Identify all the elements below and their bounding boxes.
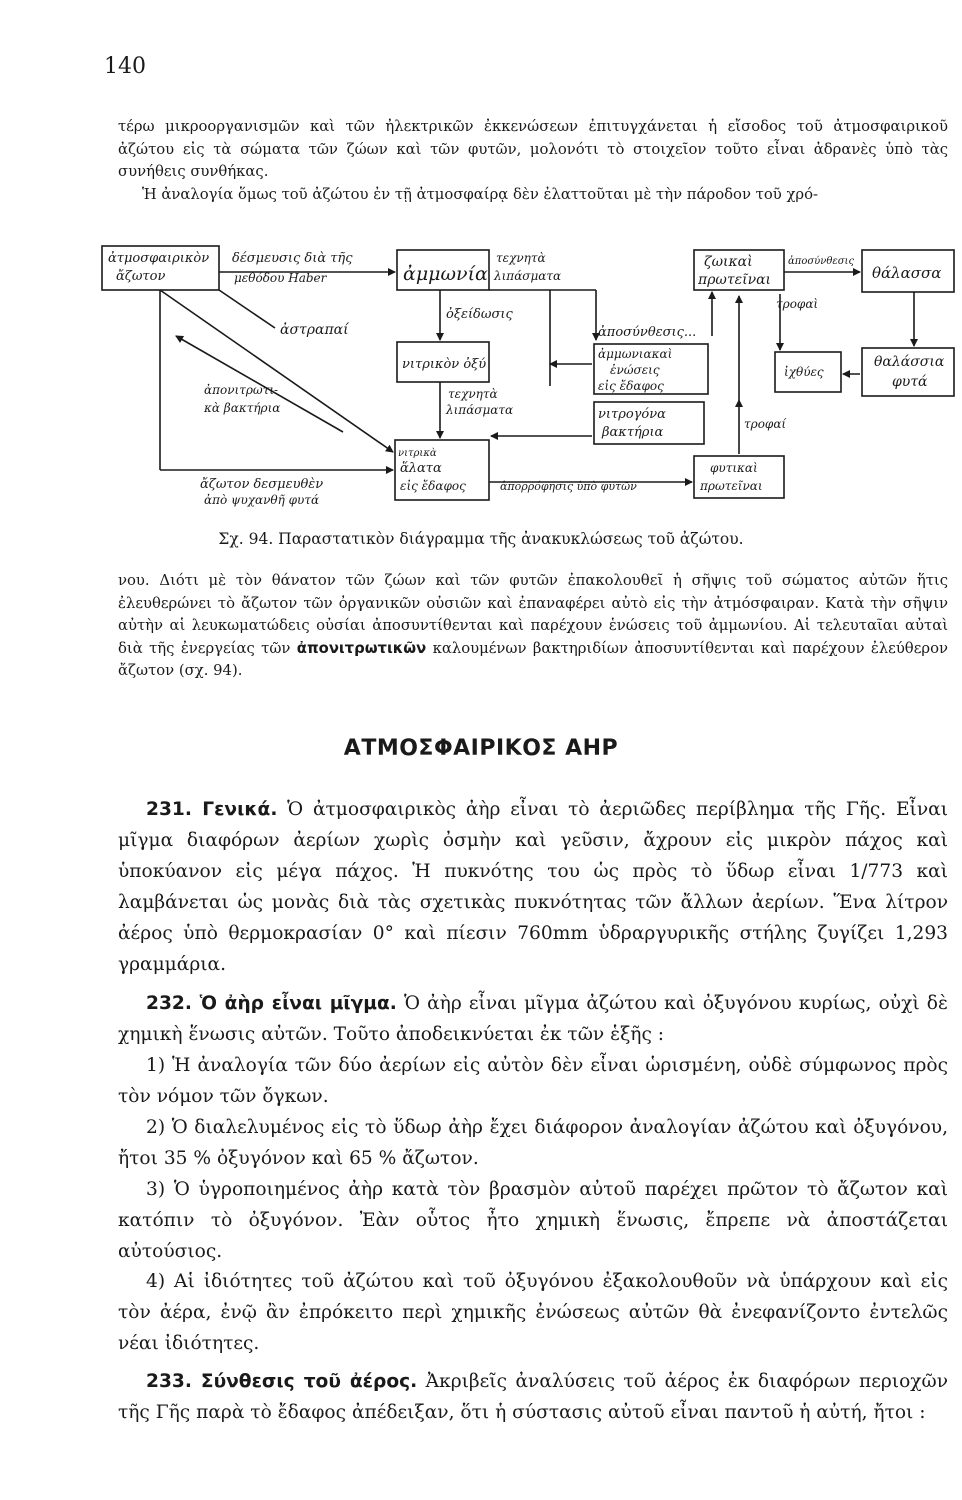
section-232-heading: 232. Ὁ ἀὴρ εἶναι μῖγμα. xyxy=(146,993,397,1014)
plant-proteins-label-1: φυτικαὶ xyxy=(710,461,758,475)
nitrogen-bacteria-label-1: νιτρογόνα xyxy=(598,407,666,422)
animal-proteins-label-1: ζωικαὶ xyxy=(704,254,753,270)
atmospheric-nitrogen-label-2: ἄζωτον xyxy=(116,269,166,284)
continuation-paragraph xyxy=(118,570,948,683)
fertilizers-mid-label-1: τεχνητὰ xyxy=(448,387,498,401)
haber-label-2: μεθόδου Haber xyxy=(234,271,327,285)
fish-label: ἰχθύες xyxy=(784,365,824,379)
intro-paragraph-1: τέρω μικροοργανισμῶν καὶ τῶν ἠλεκτρικῶν ἐκκενώσεων ἐπιτυγχάνεται ἡ εἴσοδος τοῦ ἀτμοσφαιρικοῦ ἀζώτου εἰς τὰ σώματα τῶν ζώων καὶ τῶν φυτῶν, μολονότι τὸ στοιχεῖον τοῦτο εἶναι ἀδρανὲς ὑπὸ τὰς συνήθεις συνθήκας. xyxy=(118,118,948,181)
absorption-label: ἀπορρόφησις ὑπὸ φυτῶν xyxy=(500,480,637,493)
section-232-text: Ὁ ἀὴρ εἶναι μῖγμα ἀζώτου καὶ ὀξυγόνου κυρίως, οὐχὶ δὲ χημικὴ ἕνωσις αὐτῶν. Τοῦτο ἀποδεικνύεται ἐκ τῶν ἑξῆς : xyxy=(118,993,948,1045)
section-233 xyxy=(118,1366,948,1428)
atmospheric-nitrogen-label-1: ἀτμοσφαιρικὸν xyxy=(108,251,210,266)
ammonia-label: ἀμμωνία xyxy=(403,263,488,285)
decomposition-top-label: ἀποσύνθεσις xyxy=(788,256,855,267)
marine-plants-label-1: θαλάσσια xyxy=(874,354,945,370)
bound-nitrogen-label-1: ἄζωτον δεσμευθὲν xyxy=(200,477,324,492)
section-231-heading: 231. Γενικά. xyxy=(146,799,278,820)
continuation-text-after: καλουμένων βακτηριδίων ἀποσυντίθενται καὶ παρέχουν ἐλεύθερον ἄζωτον (σχ. 94). xyxy=(118,639,948,680)
bound-nitrogen-label-2: ἀπὸ ψυχανθῆ φυτά xyxy=(204,493,320,507)
nitrogen-cycle-diagram xyxy=(100,236,962,526)
nitrate-label-3: εἰς ἔδαφος xyxy=(400,479,466,493)
fertilizers-top-label-2: λιπάσματα xyxy=(494,269,562,283)
marine-plants-label-2: φυτά xyxy=(892,374,928,390)
nitrate-label-1: νιτρικὰ xyxy=(398,448,437,459)
ammonium-label-2: ἐνώσεις xyxy=(610,363,660,377)
section-232-item-2: 2) Ὁ διαλελυμένος εἰς τὸ ὕδωρ ἀὴρ ἔχει διάφορον ἀναλογίαν ἀζώτου καὶ ὀξυγόνου, ἤτοι 35 % ὀξυγόνον καὶ 65 % ἄζωτον. xyxy=(118,1117,948,1169)
section-233-text: Ἀκριβεῖς ἀναλύσεις τοῦ ἀέρος ἐκ διαφόρων περιοχῶν τῆς Γῆς παρὰ τὸ ἔδαφος ἀπέδειξαν, ὅτι ἡ σύστασις αὐτοῦ εἶναι παντοῦ ἡ αὐτή, ἤτοι : xyxy=(118,1371,948,1423)
plant-proteins-label-2: πρωτεῖναι xyxy=(700,479,763,493)
section-233-heading: 233. Σύνθεσις τοῦ ἀέρος. xyxy=(146,1371,418,1392)
nitrogen-bacteria-label-2: βακτήρια xyxy=(602,425,664,440)
section-232-item-4: 4) Αἱ ἰδιότητες τοῦ ἀζώτου καὶ τοῦ ὀξυγόνου ἐξακολουθοῦν νὰ ὑπάρχουν καὶ εἰς τὸν ἀέρα, ἐνῷ ἂν ἐπρόκειτο περὶ χημικῆς ἐνώσεως αὐτῶν θὰ ἐνεφανίζοντο ἐντελῶς νέαι ἰδιότητες. xyxy=(118,1271,948,1354)
intro-paragraph-2: Ἡ ἀναλογία ὅμως τοῦ ἀζώτου ἐν τῇ ἀτμοσφαίρᾳ δὲν ἐλαττοῦται μὲ τὴν πάροδον τοῦ χρό- xyxy=(142,186,819,203)
page-number: 140 xyxy=(104,54,146,79)
sea-label: θάλασσα xyxy=(872,264,942,282)
figure-caption: Σχ. 94. Παραστατικὸν διάγραμμα τῆς ἀνακυκλώσεως τοῦ ἀζώτου. xyxy=(218,530,744,548)
lightning-label: ἀστραπαί xyxy=(280,322,349,338)
section-231-text: Ὁ ἀτμοσφαιρικὸς ἀὴρ εἶναι τὸ ἀεριῶδες περίβλημα τῆς Γῆς. Εἶναι μῖγμα διαφόρων ἀερίων χωρὶς ὀσμὴν καὶ γεῦσιν, ἄχρουν εἰς μικρὸν πάχος καὶ ὑποκύανον εἰς μέγα πάχος. Ἡ πυκνότης του ὡς πρὸς τὸ ὕδωρ εἶναι 1/773 καὶ λαμβάνεται ὡς μονὰς διὰ τὰς σχετικὰς πυκνότητας τῶν ἄλλων ἀερίων. Ἕνα λίτρον ἀέρος ὑπὸ θερμοκρασίαν 0° καὶ πίεσιν 760mm ὑδραργυρικῆς στήλης ζυγίζει 1,293 γραμμάρια. xyxy=(118,799,948,975)
decomposition-mid-label: ἀποσύνθεσις... xyxy=(598,325,697,340)
nitrate-label-2: ἅλατα xyxy=(400,461,442,476)
fertilizers-top-label-1: τεχνητὰ xyxy=(496,251,546,265)
section-232-item-1: 1) Ἡ ἀναλογία τῶν δύο ἀερίων εἰς αὐτὸν δὲν εἶναι ὡρισμένη, οὐδὲ σύμφωνος πρὸς τὸν νόμον τῶν ὄγκων. xyxy=(118,1055,948,1107)
continuation-bold-term: ἀπονιτρωτικῶν xyxy=(296,639,427,657)
denitrifying-label-1: ἀπονιτρωτι- xyxy=(204,383,279,397)
section-231 xyxy=(118,794,948,980)
section-232-item-3: 3) Ὁ ὑγροποιημένος ἀὴρ κατὰ τὸν βρασμὸν αὐτοῦ παρέχει πρῶτον τὸ ἄζωτον καὶ κατόπιν τὸ ὀξυγόνον. Ἐὰν οὗτος ἦτο χημικὴ ἕνωσις, ἔπρεπε νὰ ἀποστάζεται αὐτούσιος. xyxy=(118,1179,948,1262)
section-232 xyxy=(118,988,948,1050)
ammonium-label-3: εἰς ἔδαφος xyxy=(598,379,664,393)
chapter-title: ΑΤΜΟΣΦΑΙΡΙΚΟΣ ΑΗΡ xyxy=(343,736,619,761)
food-top-label: τροφαὶ xyxy=(776,297,819,311)
nitric-acid-label: νιτρικὸν ὀξύ xyxy=(402,357,487,372)
food-mid-label: τροφαί xyxy=(744,417,787,431)
oxidation-label: ὀξείδωσις xyxy=(446,307,513,322)
denitrifying-label-2: κὰ βακτήρια xyxy=(204,401,281,415)
animal-proteins-label-2: πρωτεῖναι xyxy=(698,272,772,288)
continuation-text-before: νου. Διότι μὲ τὸν θάνατον τῶν ζώων καὶ τῶν φυτῶν ἐπακολουθεῖ ἡ σῆψις τοῦ σώματος αὐτῶν ἥτις ἐλευθερώνει τὸ ἄζωτον τῶν ὀργανικῶν οὐσιῶν καὶ ἐπαναφέρει αὐτὸ εἰς τὴν ἀτμόσφαιραν. Κατὰ τὴν σῆψιν αὐτὴν αἱ λευκωματώδεις οὐσίαι ἀποσυντίθενται καὶ παρέχουν ἑνώσεις τοῦ ἀμμωνίου. Αἱ τελευταῖαι αὐταὶ διὰ τῆς ἐνεργείας τῶν xyxy=(118,572,948,657)
fertilizers-mid-label-2: λιπάσματα xyxy=(446,403,514,417)
haber-label-1: δέσμευσις διὰ τῆς xyxy=(232,251,353,266)
ammonium-label-1: ἀμμωνιακαὶ xyxy=(598,347,673,361)
